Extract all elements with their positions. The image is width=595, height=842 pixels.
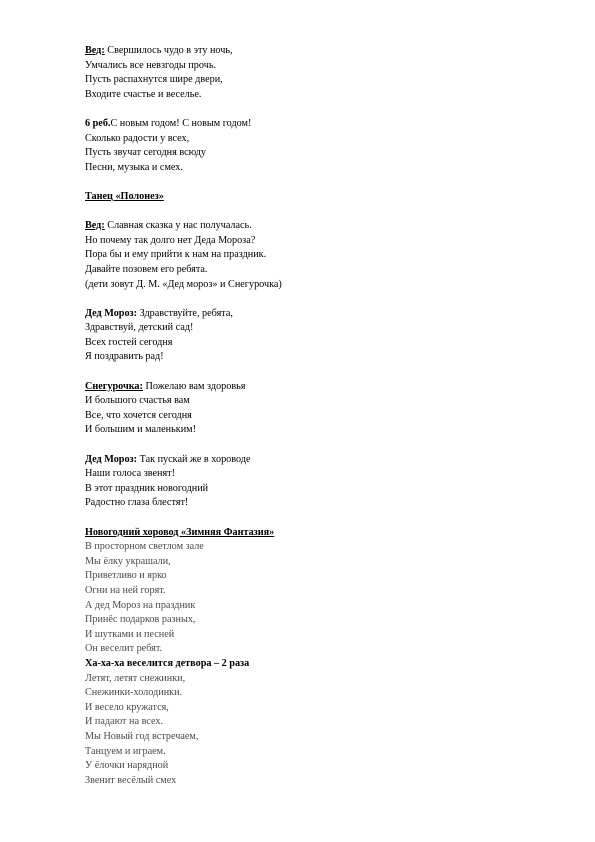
ved1-first-line: Вед: Свершилось чудо в эту ночь,: [85, 45, 233, 56]
verse-line: Радостно глаза блестят!: [85, 497, 189, 509]
verse-line: Наши голоса звенят!: [85, 468, 176, 480]
verse-line: И большим и маленьким!: [85, 424, 196, 436]
verse-line: Пусть звучат сегодня всюду: [85, 147, 206, 159]
dm1-first-line: Дед Мороз: Здравствуйте, ребята,: [85, 307, 233, 319]
song-line: В просторном светлом зале: [85, 541, 204, 553]
song-line: И весело кружатся,: [85, 701, 169, 713]
speaker-label: Снегурочка:: [85, 380, 143, 392]
song-chorus: Ха-ха-ха веселится детвора – 2 раза: [85, 657, 250, 669]
verse-line: Давайте позовем его ребята.: [85, 263, 208, 275]
verse-line: Песни, музыка и смех.: [85, 161, 183, 173]
verse-line: Я поздравить рад!: [85, 351, 164, 363]
verse-line: Все, что хочется сегодня: [85, 409, 192, 421]
dm2-first-line: Дед Мороз: Так пускай же в хороводе: [85, 453, 251, 465]
song-line: Принёс подарков разных,: [85, 614, 196, 626]
verse-line: Пора бы и ему прийти к нам на праздник.: [85, 249, 267, 261]
song-line: Мы Новый год встречаем,: [85, 730, 199, 742]
verse-line: И большого счастья вам: [85, 395, 190, 407]
dance-title: Танец «Полонез»: [85, 190, 164, 202]
verse-line: Здравствуй, детский сад!: [85, 322, 194, 334]
song-line: Огни на ней горят.: [85, 584, 166, 596]
song-line: Танцуем и играем.: [85, 745, 166, 757]
song-line: Мы ёлку украшали,: [85, 555, 171, 567]
verse-line: Но почему так долго нет Деда Мороза?: [85, 234, 256, 246]
speaker-label: Дед Мороз:: [85, 453, 138, 465]
song-line: Он веселит ребят.: [85, 643, 163, 655]
song-line: А дед Мороз на праздник: [85, 599, 196, 611]
song-line: Летят, летят снежинки,: [85, 672, 186, 684]
song-line: Звенит весёлый смех: [85, 774, 177, 786]
song-line: Приветливо и ярко: [85, 570, 167, 582]
ved2-first-line: Вед: Славная сказка у нас получалась.: [85, 220, 252, 232]
speaker-label: Дед Мороз:: [85, 307, 138, 319]
reb6-first-line: 6 реб.С новым годом! С новым годом!: [85, 117, 252, 129]
speaker-label: Вед:: [85, 45, 105, 56]
verse-line: Входите счастье и веселье.: [85, 88, 202, 100]
song-line: И падают на всех.: [85, 716, 164, 728]
song-line: У ёлочки нарядной: [85, 760, 169, 772]
khorovod-title: Новогодний хоровод «Зимняя Фантазия»: [85, 526, 275, 538]
stage-direction: (дети зовут Д. М. «Дед мороз» и Снегурочка): [85, 278, 282, 290]
song-line: И шутками и песней: [85, 628, 175, 640]
verse-line: Сколько радости у всех,: [85, 132, 190, 144]
script-page: [85, 44, 565, 788]
verse-line: Пусть распахнутся шире двери,: [85, 74, 223, 86]
verse-line: Умчались все невзгоды прочь.: [85, 59, 217, 71]
song-line: Снежинки-холодинки.: [85, 687, 183, 699]
speaker-label: Вед:: [85, 220, 105, 232]
verse-line: Всех гостей сегодня: [85, 336, 173, 348]
sn-first-line: Снегурочка: Пожелаю вам здоровья: [85, 380, 246, 392]
speaker-label: 6 реб.: [85, 117, 111, 129]
verse-line: В этот праздник новогодний: [85, 482, 209, 494]
